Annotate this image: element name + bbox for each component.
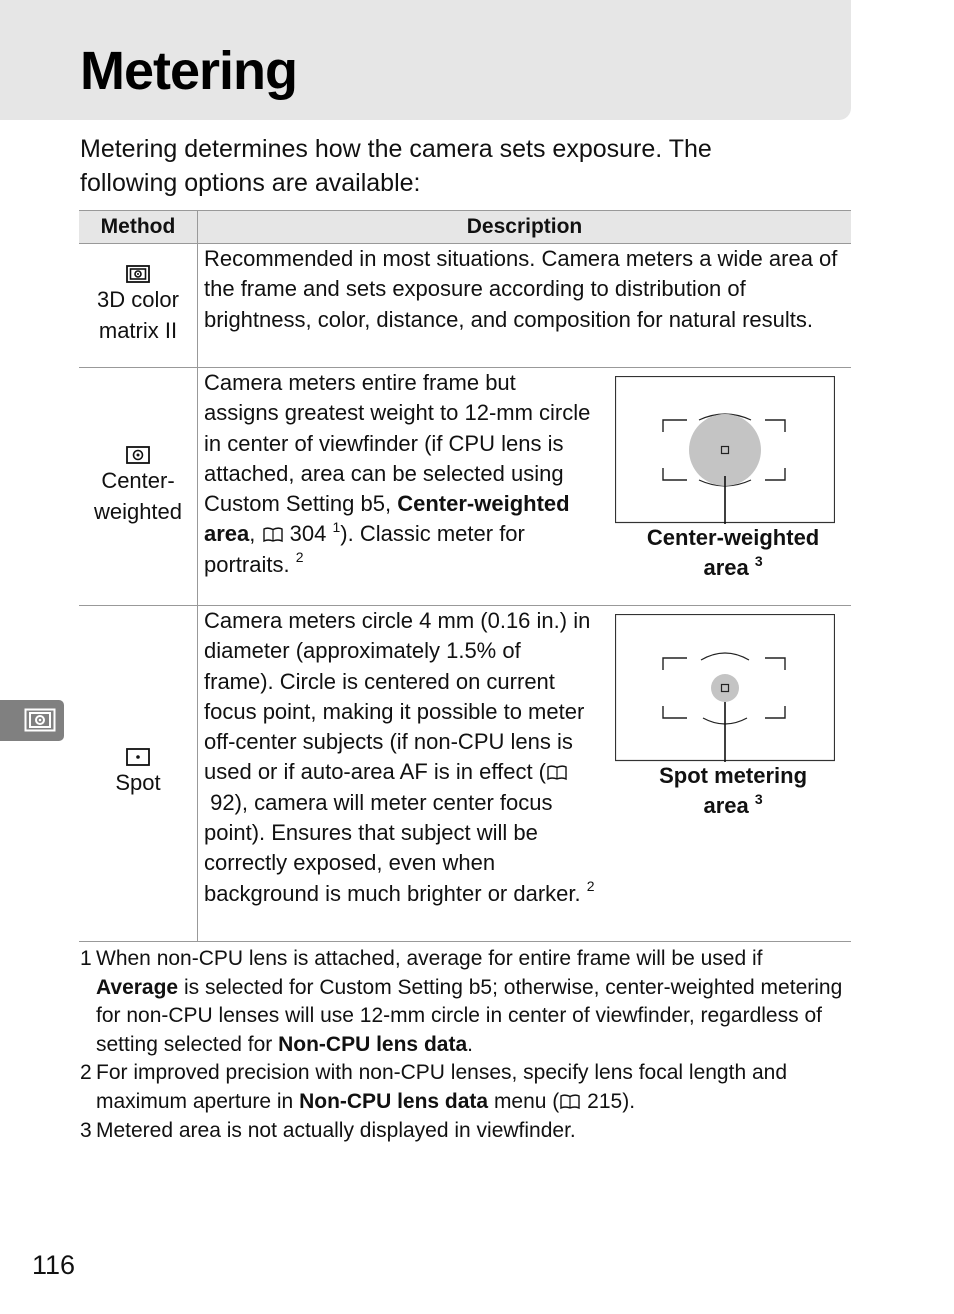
spot-metering-icon: [126, 748, 150, 766]
center-weighted-area-diagram: [615, 376, 835, 524]
figure-caption: Center-weighted area $^3$: [646, 525, 820, 580]
table-row: [79, 244, 851, 368]
metering-table: [79, 210, 851, 942]
table-row: [79, 606, 851, 942]
header-method: Method: [79, 211, 198, 244]
book-reference-icon: [547, 765, 567, 781]
page-reference-link[interactable]: 215: [587, 1089, 623, 1113]
page-reference-link[interactable]: 92: [210, 789, 235, 815]
description-cell-spot: [198, 606, 852, 942]
method-cell-matrix: [79, 244, 198, 368]
matrix-metering-icon: [24, 708, 56, 732]
center-weighted-metering-icon: [126, 446, 150, 464]
method-label-line2: weighted: [93, 498, 183, 524]
footnote: 2 For improved precision with non-CPU lenses, specify lens focal length and maximum aperture in Non-CPU lens data menu ( 215).: [80, 1061, 788, 1113]
method-label-line2: matrix II: [98, 317, 178, 343]
spot-metering-area-diagram: [615, 614, 835, 762]
page-reference-link[interactable]: 304: [289, 521, 327, 547]
page-number: 116: [32, 1250, 76, 1280]
footnotes: [80, 945, 850, 1145]
spot-figure: [615, 606, 851, 909]
footnote: 3 Metered area is not actually displayed in viewfinder.: [80, 1118, 576, 1142]
page-title: Metering: [80, 41, 298, 101]
description-cell-matrix: [198, 244, 852, 368]
method-label-line1: Center-: [101, 468, 175, 494]
method-label-line1: 3D color: [97, 287, 179, 313]
table-header-row: [79, 211, 851, 244]
custom-setting-name: Center-weighted area: [204, 491, 570, 547]
footnote: 1 When non-CPU lens is attached, average for entire frame will be used if Average is selected for Custom Setting b5; otherwise, center-weighted metering for non-CPU lenses will use 12-mm circle in center of viewfinder, regardless of setting selected for Non-CPU lens data.: [80, 947, 843, 1056]
description-text: Recommended in most situations. Camera meters a wide area of the frame and sets exposure according to distribution of brightness, color, distance, and composition for natural results.: [204, 246, 838, 332]
intro-paragraph: Metering determines how the camera sets exposure. The following options are available:: [80, 135, 712, 197]
header-description: Description: [198, 211, 852, 244]
table-row: [79, 368, 851, 606]
method-cell-center-weighted: [79, 368, 198, 606]
center-weighted-figure: [615, 368, 851, 583]
description-text: Camera meters entire frame but assigns greatest weight to 12-mm circle in center of viewfinder (if CPU lens is attached, area can be selected using Custom Setting b5, Center-weighted area, 304 $^1$). Classic meter for portraits. $^2$: [204, 370, 591, 577]
matrix-metering-icon: [126, 265, 150, 283]
description-text: Camera meters circle 4 mm (0.16 in.) in diameter (approximately 1.5% of frame). Circle is centered on current focus point, making it possible to meter off-center subjects (if non-CPU lens is used or if auto-area AF is in effect ( 92), camera will meter center focus point). Ensures that subject will be correctly exposed, even when background is much brighter or darker. $^2$: [204, 608, 595, 906]
method-label-line1: Spot: [115, 770, 161, 796]
book-reference-icon: [560, 1094, 580, 1110]
figure-caption: Spot metering area $^3$: [659, 763, 808, 818]
method-cell-spot: [79, 606, 198, 942]
book-reference-icon: [263, 527, 283, 543]
description-cell-center-weighted: [198, 368, 852, 606]
chapter-tab[interactable]: [0, 700, 64, 741]
